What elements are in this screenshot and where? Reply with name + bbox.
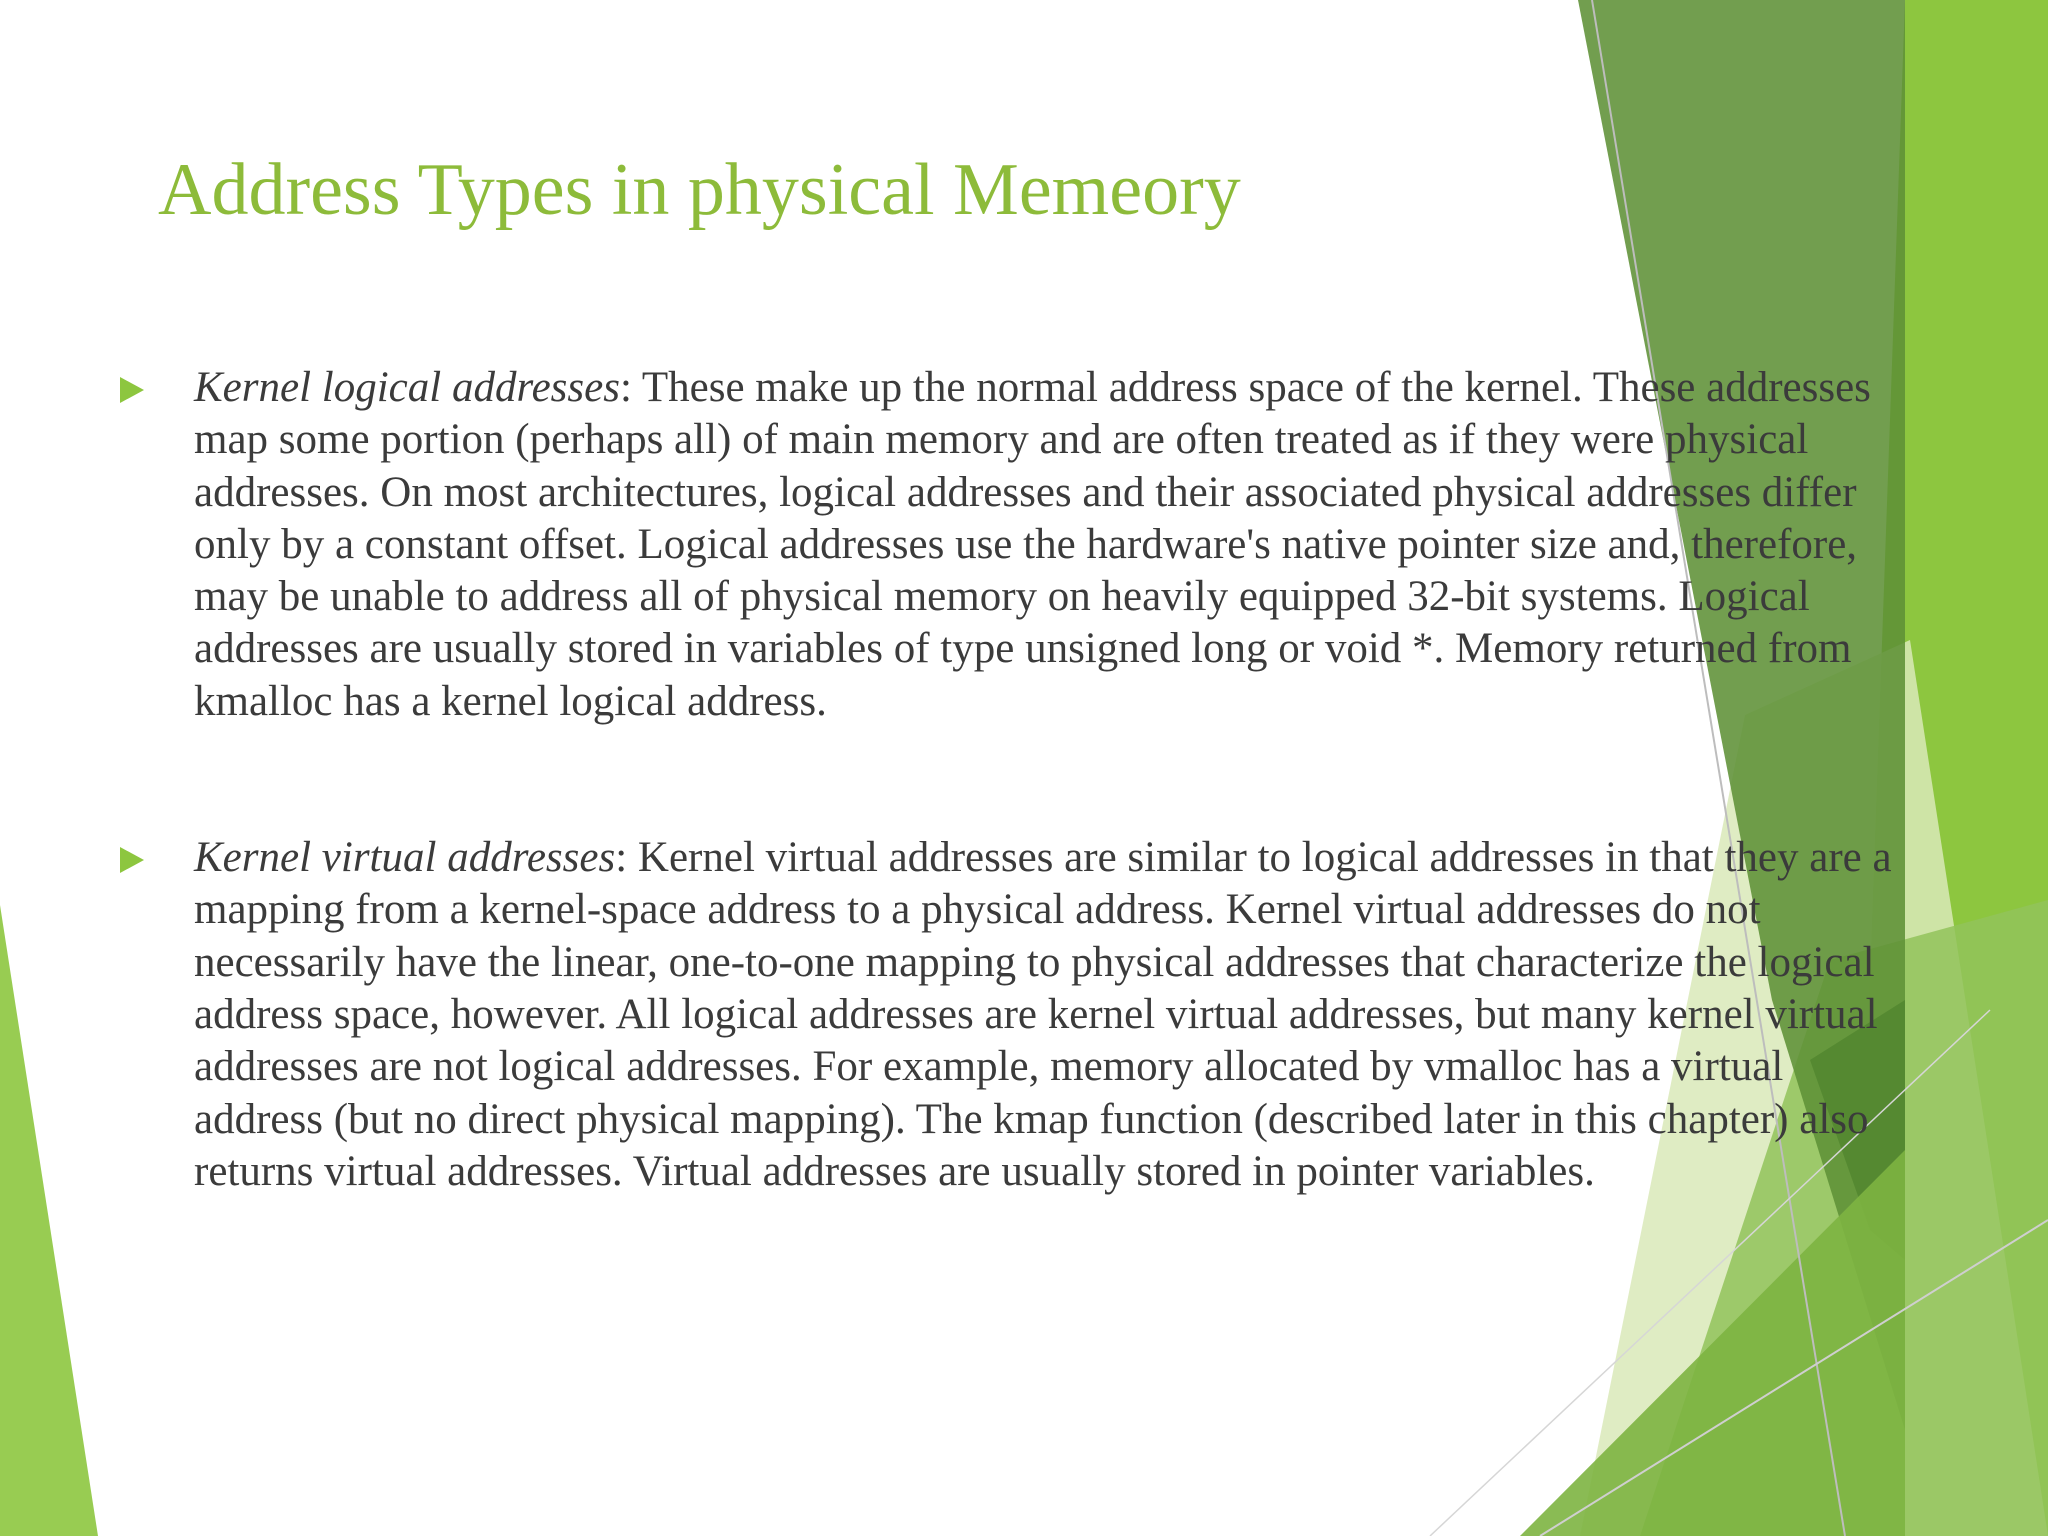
triangle-bullet-icon	[120, 847, 144, 873]
bullet-item-kernel-virtual	[120, 832, 1910, 1198]
slide-title: Address Types in physical Memeory	[158, 149, 1241, 231]
bullet-text: : These make up the normal address space of the kernel. These addresses map some portion (perhaps all) of main memory and are often treated as if they were physical addresses. On most architectures, logical addresses and their associated physical addresses differ only by a constant offset. Logical addresses use the hardware's native pointer size and, therefore, may be unable to address all of physical memory on heavily equipped 32-bit systems. Logical addresses are usually stored in variables of type unsigned long or void *. Memory returned from kmalloc has a kernel logical address.	[194, 364, 1871, 725]
bullet-item-kernel-logical	[120, 362, 1910, 728]
triangle-bullet-icon	[120, 377, 144, 403]
left-accent-shape	[0, 905, 98, 1536]
bullet-text: : Kernel virtual addresses are similar to logical addresses in that they are a mapping from a kernel-space address to a physical address. Kernel virtual addresses do not necessarily have the linear, one-to-one mapping to physical addresses that characterize the logical address space, however. All logical addresses are kernel virtual addresses, but many kernel virtual addresses are not logical addresses. For example, memory allocated by vmalloc has a virtual address (but no direct physical mapping). The kmap function (described later in this chapter) also returns virtual addresses. Virtual addresses are usually stored in pointer variables.	[194, 834, 1892, 1195]
bullet-list	[120, 362, 1910, 1198]
bullet-term: Kernel virtual addresses	[194, 834, 616, 882]
bullet-term: Kernel logical addresses	[194, 364, 620, 411]
